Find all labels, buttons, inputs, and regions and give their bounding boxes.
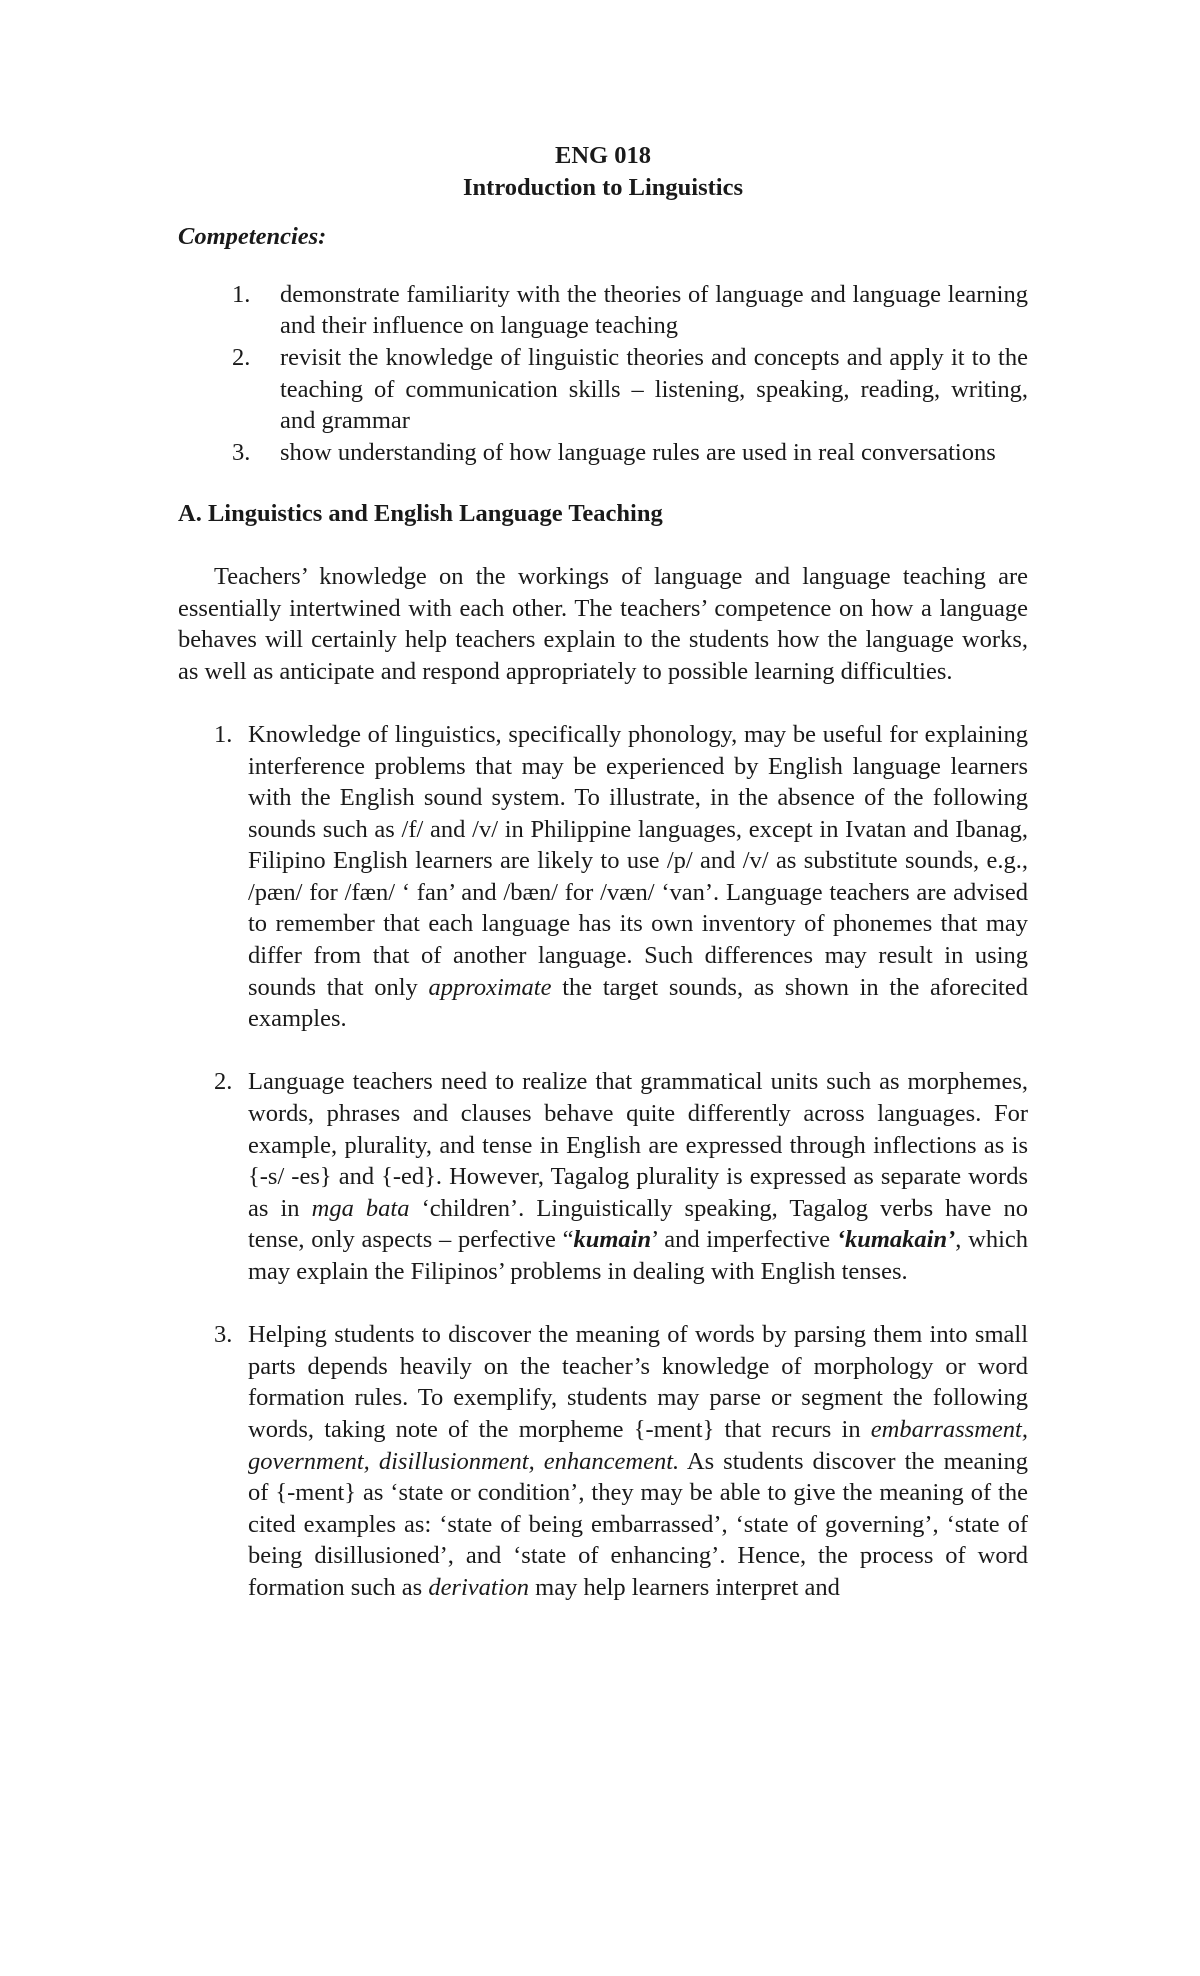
item-text: ‘children’. Linguistically speaking, Tagalog verbs have no tense, only aspects – perfective “ [248,1194,1029,1254]
list-number: 3. [232,438,251,466]
competencies-label: Competencies: [178,223,327,251]
section-list [178,719,1028,1604]
competency-item [178,437,1028,469]
section-item [178,1066,1028,1287]
emphasis-text: mga bata [311,1194,410,1222]
intro-paragraph: Teachers’ knowledge on the workings of language and language teaching are essentially intertwined with each other. The teachers’ competence on how a language behaves will certainly help teachers explain to the students how the language works, as well as anticipate and respond appropriately to possible learning difficulties. [178,562,1028,685]
emphasis-text: approximate [428,973,552,1001]
document-page [178,140,1028,1635]
course-code: ENG 018 [555,142,651,169]
competency-text: show understanding of how language rules are used in real conversations [280,438,996,466]
competency-text: revisit the knowledge of linguistic theories and concepts and apply it to the teaching of communication skills – listening, speaking, reading, writing, and grammar [280,343,1028,435]
item-text: ’ and imperfective [651,1226,837,1254]
competency-item [178,342,1028,437]
emphasis-text: embarrassment, government, disillusionment, enhancement. [248,1415,1028,1475]
item-text: may help learners interpret and [529,1573,840,1601]
list-number: 2. [232,343,251,371]
item-text: , which may explain the Filipinos’ problems in dealing with English tenses. [248,1226,1029,1285]
item-text: the target sounds, as shown in the aforecited examples. [248,973,1028,1033]
section-item [178,719,1028,1035]
list-number: 3. [214,1321,233,1349]
emphasis-text: ‘kumakain’ [836,1226,956,1254]
course-title: Introduction to Linguistics [463,173,743,201]
item-text: Knowledge of linguistics, specifically phonology, may be useful for explaining interference problems that may be experienced by English language learners with the English sound system. To illustrate, in the absence of the following sounds such as /f/ and /v/ in Philippine languages, except in Ivatan and Ibanag, Filipino English learners are likely to use /p/ and /v/ as substitute sounds, e.g., /pæn/ for /fæn/ ‘ fan’ and /bæn/ for /væn/ ‘van’. Language teachers are advised to remember that each language has its own inventory of phonemes that may differ from that of another language. Such differences may result in using sounds that only [248,720,1028,1001]
list-number: 1. [214,720,233,748]
section-item [178,1319,1028,1603]
emphasis-text: derivation [428,1573,530,1601]
item-text: As students discover the meaning of {-ment} as ‘state or condition’, they may be able to give the meaning of the cited examples as: ‘state of being embarrassed’, ‘state of governing’, ‘state of being disillusioned’, and ‘state of enhancing’. Hence, the process of word formation such as [248,1447,1028,1601]
competency-item [178,279,1028,342]
item-text: Language teachers need to realize that grammatical units such as morphemes, words, phrases and clauses behave quite differently across languages. For example, plurality, and tense in English are expressed through inflections as is {-s/ -es} and {-ed}. However, Tagalog plurality is expressed as separate words as in [248,1068,1028,1222]
section-heading: A. Linguistics and English Language Teaching [178,500,663,528]
list-number: 2. [214,1068,233,1096]
competencies-list [178,279,1028,469]
item-text: Helping students to discover the meaning of words by parsing them into small parts depends heavily on the teacher’s knowledge of morphology or word formation rules. To exemplify, students may parse or segment the following words, taking note of the morpheme {-ment} that recurs in [248,1321,1028,1443]
competency-text: demonstrate familiarity with the theories of language and language learning and their influence on language teaching [280,280,1028,340]
list-number: 1. [232,280,251,308]
emphasis-text: kumain [573,1226,652,1254]
